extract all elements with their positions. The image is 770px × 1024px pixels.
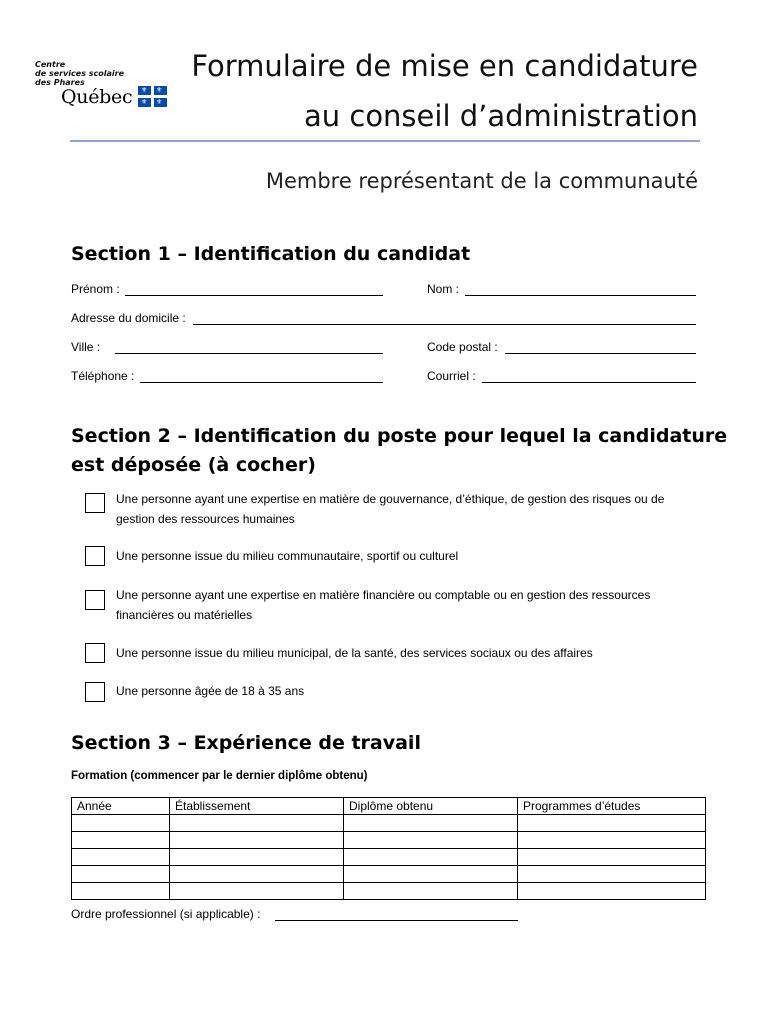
nom-label: Nom : [427,282,460,296]
formation-table [71,797,706,900]
table-cell[interactable] [518,815,706,832]
col-header-annee: Année [72,798,170,815]
col-header-diplome: Diplôme obtenu [344,798,518,815]
table-cell[interactable] [72,849,170,866]
table-cell[interactable] [170,815,344,832]
table-cell[interactable] [72,815,170,832]
table-cell[interactable] [518,849,706,866]
table-cell[interactable] [72,866,170,883]
logo-text-line3: des Phares [35,78,85,87]
option-gouvernance-label: Une personne ayant une expertise en matière de gouvernance, d’éthique, de gestion des risques ou de gestion des ressources humaines [116,492,665,526]
col-header-etablissement: Établissement [170,798,344,815]
ville-field[interactable] [115,353,383,354]
table-cell[interactable] [344,866,518,883]
table-row [72,866,706,883]
option-communautaire-label: Une personne issue du milieu communautaire, sportif ou culturel [116,549,459,563]
table-cell[interactable] [344,849,518,866]
table-cell[interactable] [518,866,706,883]
logo-quebec-wordmark: Québec [61,86,133,108]
logo-text-line2: de services scolaire [35,69,124,78]
telephone-label: Téléphone : [71,369,135,383]
section1-heading: Section 1 – Identification du candidat [71,243,471,265]
prenom-field[interactable] [125,295,383,296]
table-row [72,815,706,832]
header-divider [70,140,700,142]
telephone-field[interactable] [140,382,383,383]
checkbox-gouvernance[interactable] [85,493,105,513]
table-cell[interactable] [518,832,706,849]
courriel-field[interactable] [482,382,696,383]
table-row [72,849,706,866]
section3-heading: Section 3 – Expérience de travail [71,732,421,754]
form-subtitle: Membre représentant de la communauté [265,169,698,193]
option-financiere-label: Une personne ayant une expertise en matière financière ou comptable ou en gestion des ressources financières ou matérielles [116,588,651,622]
code-postal-field[interactable] [505,353,696,354]
table-cell[interactable] [170,849,344,866]
prenom-label: Prénom : [71,282,120,296]
table-row [72,883,706,900]
quebec-flag-icon: ⚜ ⚜ ⚜ ⚜ [138,86,167,107]
table-cell[interactable] [344,883,518,900]
col-header-programmes: Programmes d’études [518,798,706,815]
adresse-label: Adresse du domicile : [71,311,186,325]
adresse-field[interactable] [193,324,696,325]
ordre-professionnel-field[interactable] [275,920,518,921]
checkbox-financiere[interactable] [85,590,105,610]
code-postal-label: Code postal : [427,340,498,354]
nom-field[interactable] [465,295,696,296]
table-cell[interactable] [72,832,170,849]
option-municipal-label: Une personne issue du milieu municipal, de la santé, des services sociaux ou des affaires [116,646,593,660]
checkbox-municipal[interactable] [85,643,105,663]
table-row [72,832,706,849]
ville-label: Ville : [71,340,101,354]
table-cell[interactable] [344,815,518,832]
section2-heading-line1: Section 2 – Identification du poste pour lequel la candidature [71,425,728,447]
form-title-line1: Formulaire de mise en candidature [191,49,698,83]
table-cell[interactable] [518,883,706,900]
form-title-line2: au conseil d’administration [304,99,698,133]
checkbox-18-35[interactable] [85,682,105,702]
table-cell[interactable] [170,832,344,849]
logo-text-line1: Centre [35,60,66,69]
ordre-professionnel-label: Ordre professionnel (si applicable) : [71,907,261,921]
section2-heading-line2: est déposée (à cocher) [71,454,316,476]
table-cell[interactable] [344,832,518,849]
table-cell[interactable] [72,883,170,900]
option-18-35-label: Une personne âgée de 18 à 35 ans [116,684,305,698]
checkbox-communautaire[interactable] [85,546,105,566]
table-header-row [72,798,706,815]
table-cell[interactable] [170,883,344,900]
formation-label: Formation (commencer par le dernier diplôme obtenu) [71,770,368,782]
table-cell[interactable] [170,866,344,883]
courriel-label: Courriel : [427,369,476,383]
